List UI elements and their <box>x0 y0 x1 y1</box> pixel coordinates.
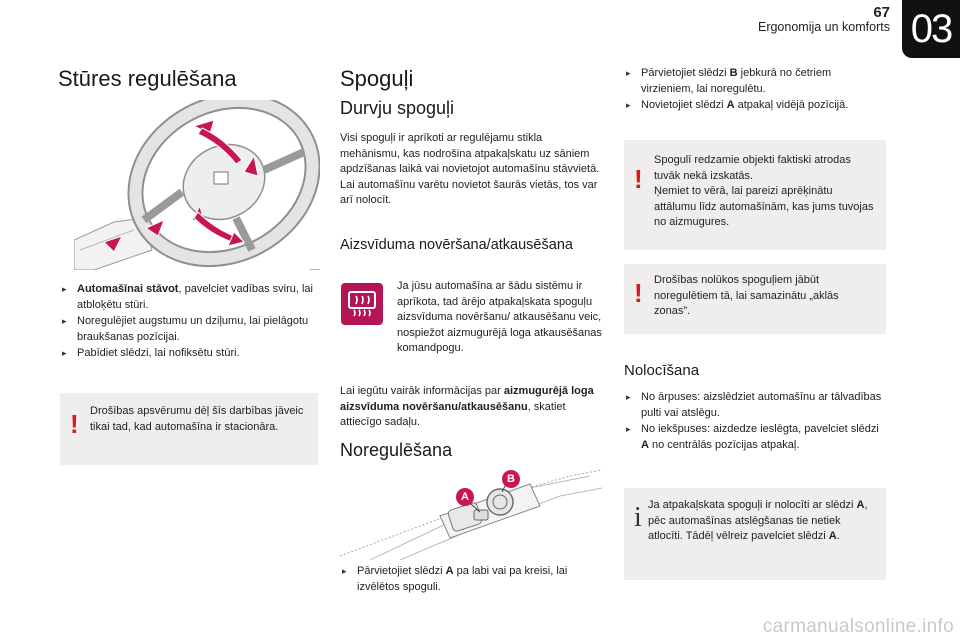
rear-defrost-button-icon <box>341 283 383 325</box>
steering-warning-box <box>60 393 318 465</box>
steering-title: Stūres regulēšana <box>58 66 237 91</box>
defog-title: Aizsvīduma novēršana/atkausēšana <box>340 237 573 253</box>
steering-wheel-illustration <box>74 100 320 270</box>
list-item: ▸ Pārvietojiet slēdzi A pa labi vai pa kreisi, lai izvēlētos spoguli. <box>340 564 602 595</box>
adjust-title: Noregulēšana <box>340 440 453 460</box>
defog-text: Ja jūsu automašīna ar šādu sistēmu ir aprīkota, tad ārējo atpakaļskata spoguļu aizsvīduma novēršanu/ atkausēšanu veic, nospiežot aizmugurējā loga atkausēšanas komandpogu. <box>397 280 602 354</box>
section-title: Ergonomija un komforts <box>757 20 890 34</box>
blind-spot-warning-box <box>624 264 886 334</box>
mirror-switch-illustration <box>340 466 602 560</box>
label-a-badge: A <box>456 488 474 506</box>
list-item: ▸ No iekšpuses: aizdedze ieslēgta, pavelciet slēdzi A no centrālās pozīcijas atpakaļ. <box>624 422 886 453</box>
blind-spot-warning-text: Drošības nolūkos spoguļiem jābūt noregulētiem tā, lai samazinātu „aklās zonas”. <box>654 274 839 317</box>
steering-steps <box>60 282 320 363</box>
steering-warning-text: Drošības apsvērumu dēļ šīs darbības jāveic tikai tad, kad automašīna ir stacionāra. <box>90 405 304 433</box>
folding-title: Nolocīšana <box>624 362 700 379</box>
chapter-tab <box>902 0 960 58</box>
folding-info-box <box>624 488 886 580</box>
mirror-distance-warning-box <box>624 140 886 250</box>
list-item: ▸ Pabīdiet slēdzi, lai nofiksētu stūri. <box>60 346 320 362</box>
door-mirrors-subtitle: Durvju spoguļi <box>340 98 455 118</box>
folding-info-text: Ja atpakaļskata spoguļi ir nolocīti ar slēdzi A, pēc automašīnas atslēgšanas tie netiek atlocīti. Tādēļ vēlreiz pavelciet slēdzi A. <box>648 499 868 542</box>
list-item: ▸ No ārpuses: aizslēdziet automašīnu ar tālvadības pulti vai atslēgu. <box>624 390 886 421</box>
warning-icon: ! <box>70 409 79 439</box>
mirror-distance-warning-text: Spogulī redzamie objekti faktiski atrodas tuvāk nekā izskatās. Ņemiet to vērā, lai pareizi aprēķinātu attālumu līdz automašīnām, kas jums tuvojas no aizmugures. <box>654 154 874 228</box>
label-b-badge: B <box>502 470 520 488</box>
warning-icon: ! <box>634 164 643 194</box>
info-icon: i <box>634 502 642 533</box>
watermark: carmanualsonline.info <box>762 616 954 637</box>
folding-steps <box>624 390 886 454</box>
chapter-number: 03 <box>910 6 952 51</box>
warning-icon: ! <box>634 278 643 308</box>
list-item: ▸ Novietojiet slēdzi A atpakaļ vidējā pozīcijā. <box>624 98 886 114</box>
defog-more-info: Lai iegūtu vairāk informācijas par aizmugurējā loga aizsvīduma novēršanu/atkausēšanu, skatiet attiecīgo sadaļu. <box>340 385 594 428</box>
adjust-steps-continued <box>624 66 886 115</box>
list-item: ▸ Pārvietojiet slēdzi B jebkurā no četriem virzieniem, lai noregulētu. <box>624 66 886 97</box>
adjust-steps <box>340 564 602 596</box>
list-item: ▸ Automašīnai stāvot, pavelciet vadības sviru, lai atbloķētu stūri. <box>60 282 320 313</box>
list-item: ▸ Noregulējiet augstumu un dziļumu, lai pielāgotu braukšanas pozīcijai. <box>60 314 320 345</box>
page-number: 67 <box>873 4 890 21</box>
door-mirrors-intro: Visi spoguļi ir aprīkoti ar regulējamu stikla mehānismu, kas nodrošina atpakaļskatu uz sāniem apdzīšanas laikā vai novietojot automašīnu stāvvietā. Lai automašīnu varētu novietot šaurās vietās, tos var arī nolocīt. <box>340 132 600 206</box>
mirrors-title: Spoguļi <box>340 66 414 91</box>
